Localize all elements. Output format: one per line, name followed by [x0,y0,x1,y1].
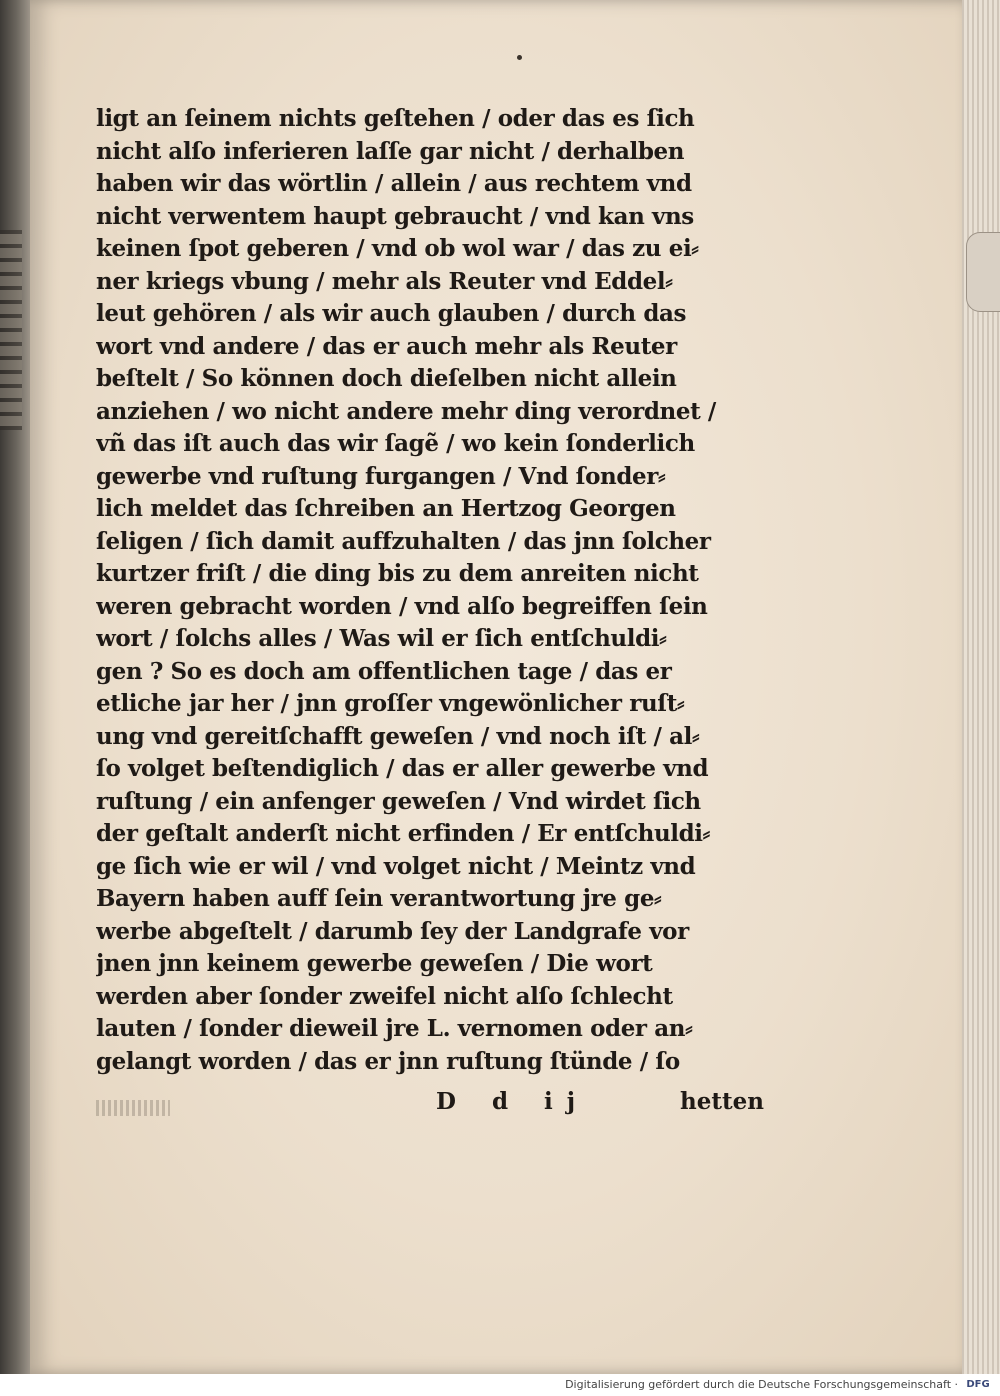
catchword: hetten [680,1088,764,1115]
text-line: gen ? So es doch am offentlichen tage / das er [96,657,672,685]
text-line: der geſtalt anderſt nicht erfinden / Er entſchuldi⸗ [96,820,710,847]
text-line: kurtzer friſt / die ding bis zu dem anreiten nicht [96,560,699,587]
text-line: vñ das iſt auch das wir ſagẽ / wo kein ſonderlich [96,430,695,457]
ink-dot [517,55,522,60]
text-line: ge ſich wie er wil / vnd volget nicht / Meintz vnd [96,852,696,880]
page-edges [962,0,1000,1374]
text-line: werden aber ſonder zweifel nicht alſo ſchlecht [96,982,673,1010]
text-line: weren gebracht worden / vnd alſo begreiffen ſein [96,592,708,620]
text-line: ligt an ſeinem nichts geſtehen / oder das es ſich [96,105,695,132]
text-line: ruſtung / ein anfenger geweſen / Vnd wirdet ſich [96,787,701,815]
text-line: etliche jar her / jnn groſſer vngewönlicher ruſt⸗ [96,690,685,717]
text-line: ung vnd gereitſchafft geweſen / vnd noch iſt / al⸗ [96,722,700,750]
facing-page-fragment [0,230,22,430]
text-line: jnen jnn keinem gewerbe geweſen / Die wort [96,950,653,977]
text-line: anziehen / wo nicht andere mehr ding verordnet / [96,397,716,425]
text-line: werbe abgeſtelt / darumb ſey der Landgrafe vor [96,917,689,945]
text-line: nicht alſo inferieren laſſe gar nicht / derhalben [96,137,685,165]
bookmark-tab [966,232,1000,312]
signature-mark: D d ij [436,1088,590,1115]
text-line: haben wir das wörtlin / allein / aus rechtem vnd [96,170,692,197]
text-line: Bayern haben auff ſein verantwortung jre ge⸗ [96,885,662,912]
text-line: ſeligen / ſich damit auffzuhalten / das jnn ſolcher [96,527,711,555]
text-line: leut gehören / als wir auch glauben / durch das [96,300,687,327]
binding-shadow [0,0,30,1374]
text-line: nicht verwentem haupt gebraucht / vnd kan vns [96,202,694,230]
text-line: ſo volget beſtendiglich / das er aller gewerbe vnd [96,755,709,782]
text-line: lauten / ſonder dieweil jre L. vernomen oder an⸗ [96,1015,693,1042]
text-line: ner kriegs vbung / mehr als Reuter vnd Eddel⸗ [96,267,673,295]
text-line: wort vnd andere / das er auch mehr als Reuter [96,332,677,360]
page-footer [96,1088,776,1124]
text-line: wort / ſolchs alles / Was wil er ſich entſchuldi⸗ [96,625,667,652]
credit-text: Digitalisierung gefördert durch die Deutsche Forschungsgemeinschaft · [565,1378,958,1391]
page-text [96,103,776,1078]
credit-bar [0,1374,1000,1396]
text-line: lich meldet das ſchreiben an Hertzog Georgen [96,495,676,522]
text-line: beſtelt / So können doch dieſelben nicht allein [96,365,677,392]
dfg-logo: DFG [966,1379,990,1390]
text-line: keinen ſpot geberen / vnd ob wol war / das zu ei⸗ [96,235,699,262]
text-line: gelangt worden / das er jnn ruſtung ſtünde / ſo [96,1047,680,1075]
text-line: gewerbe vnd ruſtung furgangen / Vnd ſonder⸗ [96,462,666,490]
